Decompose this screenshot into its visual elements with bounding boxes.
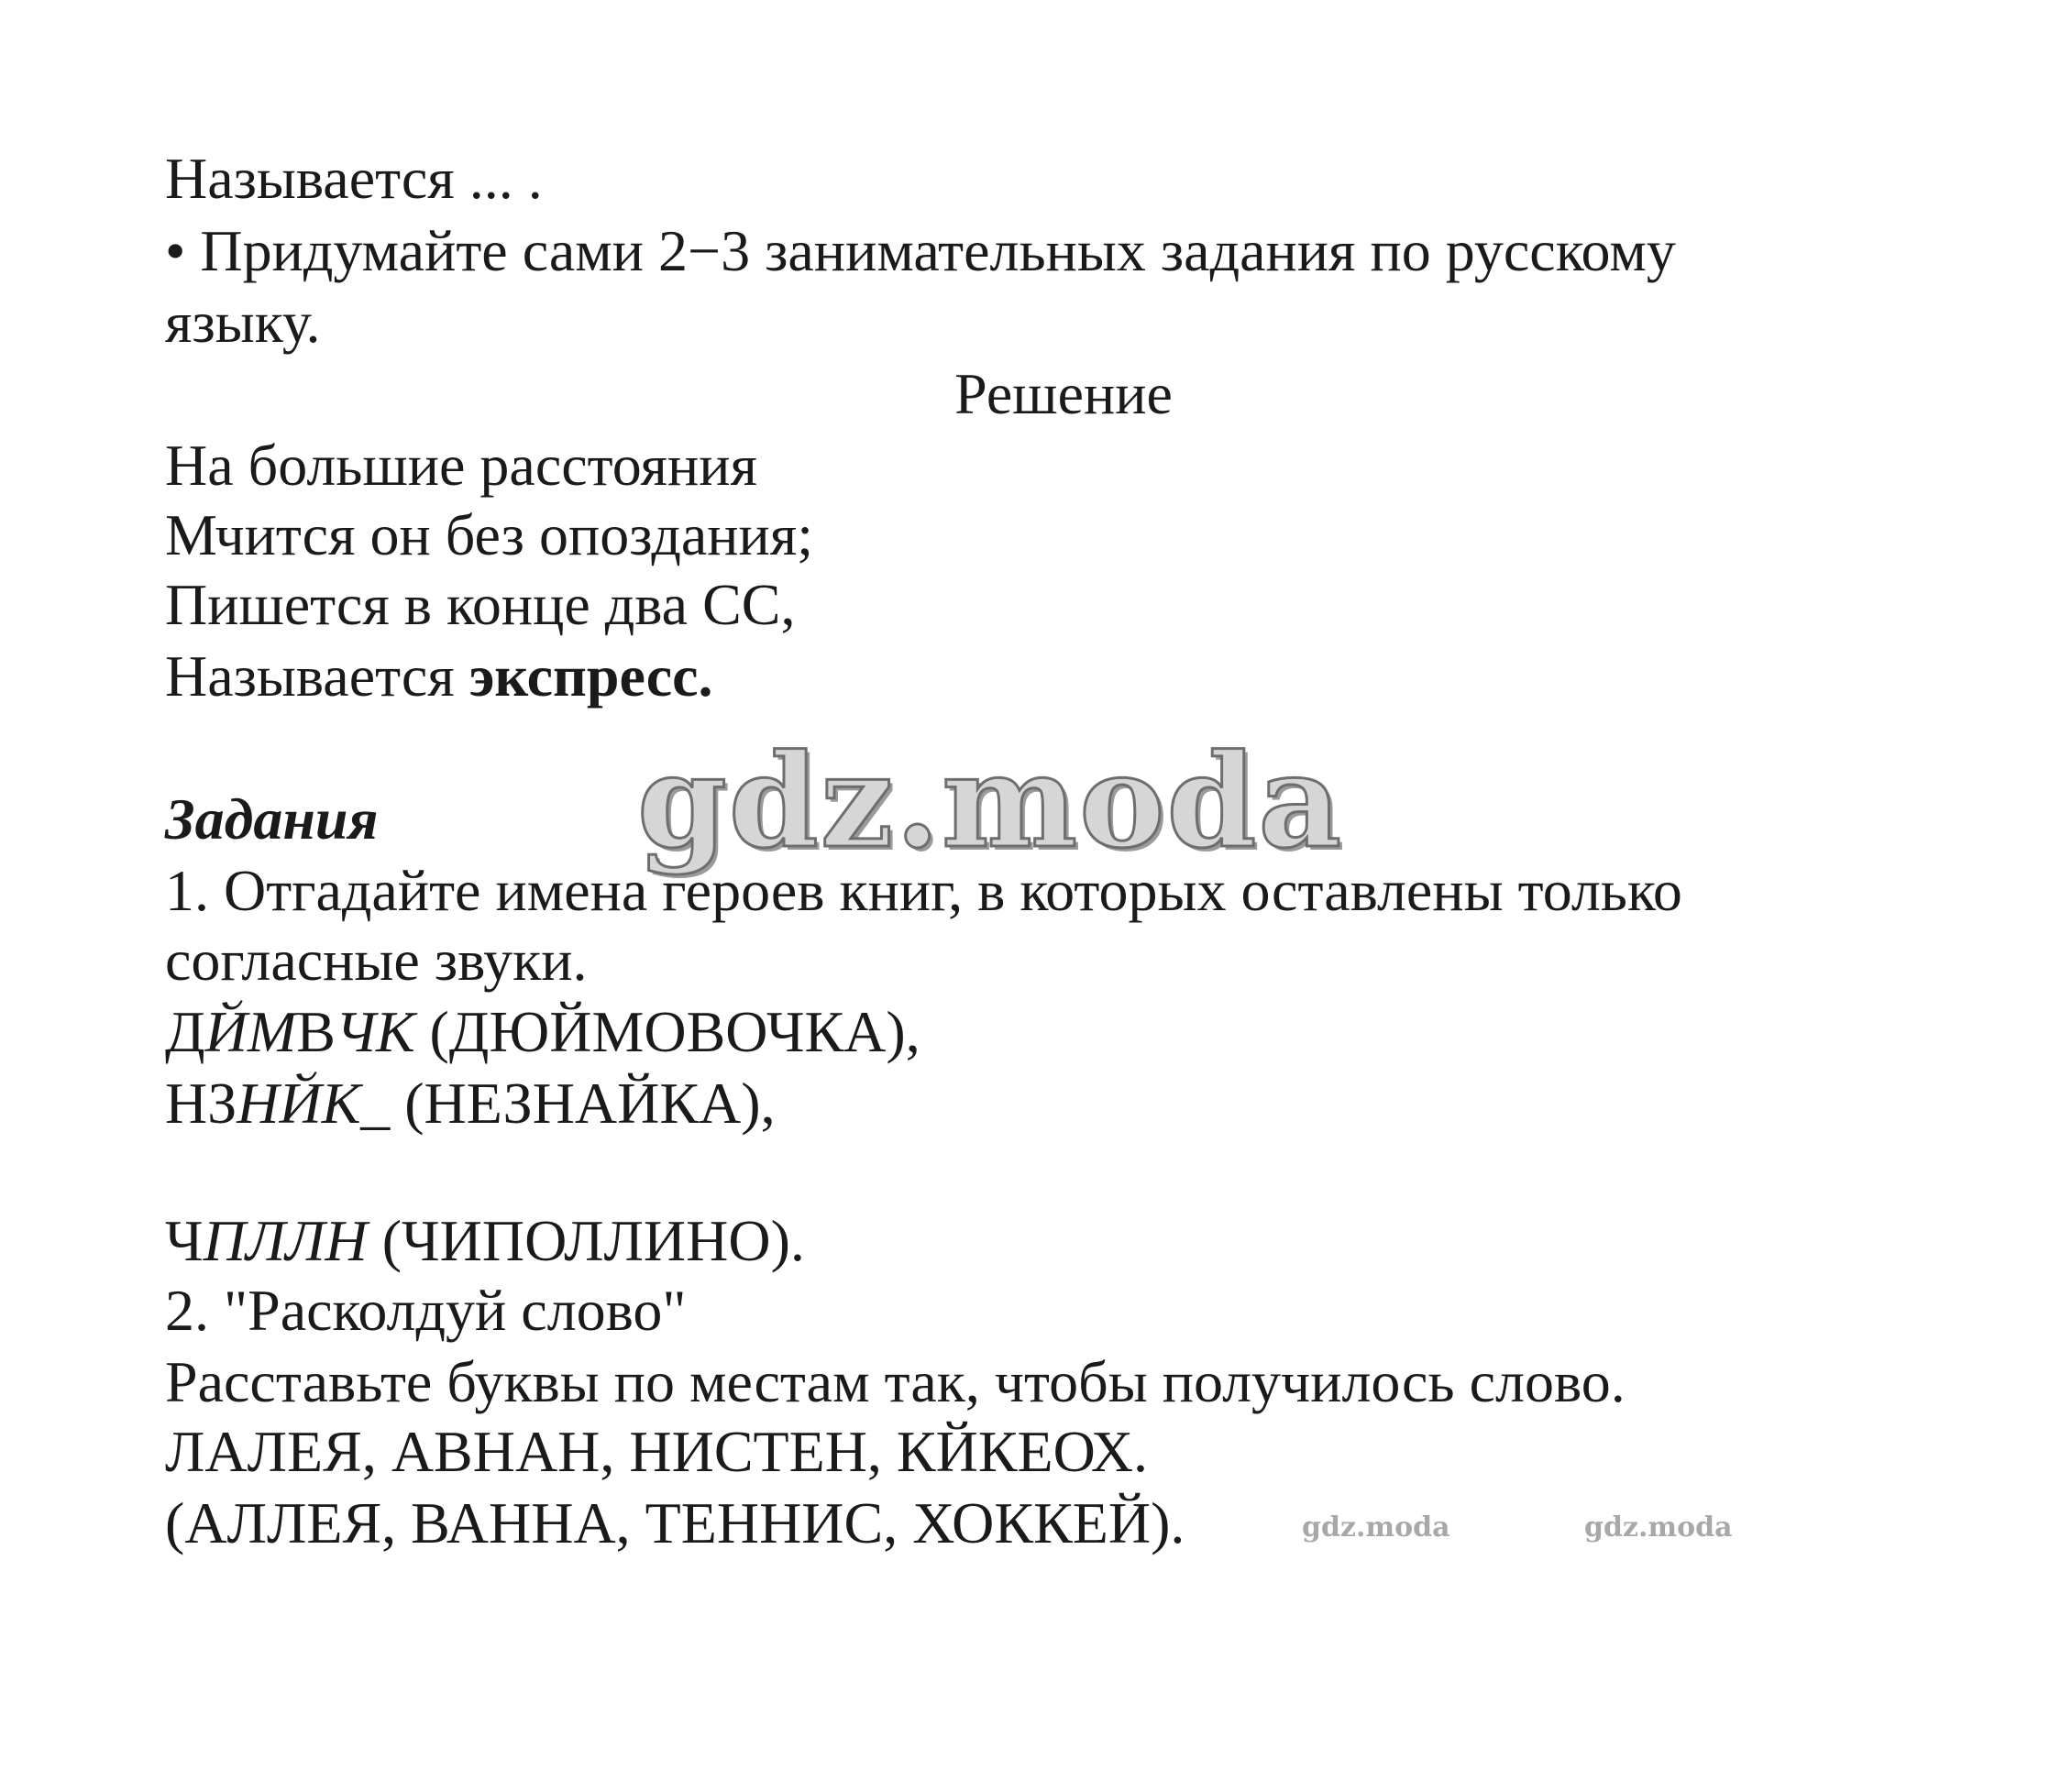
task-title: 2. "Расколдуй слово" (165, 1278, 687, 1343)
poem-line: На большие расстояния (165, 433, 757, 498)
task-answer: (АЛЛЕЯ, ВАННА, ТЕННИС, ХОККЕЙ). (165, 1490, 1185, 1555)
task-text: Расставьте буквы по местам так, чтобы получилось слово. (165, 1349, 1626, 1414)
poem-line: Пишется в конце два СС, (165, 572, 796, 637)
riddle-part: ПЛЛН (203, 1208, 368, 1273)
riddle-answer: (ДЮЙМОВОЧКА), (414, 999, 920, 1064)
riddle-part: В (296, 999, 336, 1064)
poem-answer: экспресс. (468, 643, 713, 709)
riddle-line (165, 997, 920, 1067)
poem-text: Называется (165, 643, 469, 709)
poem-line: Мчится он без опоздания; (165, 502, 813, 567)
poem-line (165, 642, 713, 711)
riddle-part: НЙК (237, 1071, 361, 1136)
text-line: Называется ... . (165, 146, 543, 211)
watermark-small: gdz.moda (1584, 1511, 1733, 1544)
riddle-part: ЙМ (204, 999, 297, 1064)
tasks-heading: Задания (165, 786, 379, 852)
task-text: согласные звуки. (165, 928, 588, 993)
text-line: языку. (165, 290, 321, 355)
riddle-answer: _ (НЕЗНАЙКА), (360, 1071, 776, 1136)
text-line: • Придумайте сами 2−3 занимательных задания по русскому (165, 218, 1676, 283)
solution-heading: Решение (954, 361, 1173, 426)
riddle-part: Ч (165, 1208, 204, 1273)
watermark-logo: gdz.moda (637, 727, 1344, 877)
riddle-part: Д (165, 999, 205, 1064)
riddle-line (165, 1206, 805, 1276)
riddle-answer: (ЧИПОЛЛИНО). (367, 1208, 805, 1273)
riddle-part: ЧК (335, 999, 415, 1064)
riddle-part: НЗ (165, 1071, 237, 1136)
task-text: ЛАЛЕЯ, АВНАН, НИСТЕН, КЙКЕОХ. (165, 1419, 1149, 1484)
task-text: 1. Отгадайте имена героев книг, в которых оставлены только (165, 858, 1682, 923)
riddle-line (165, 1069, 776, 1138)
watermark-small: gdz.moda (1302, 1511, 1450, 1544)
